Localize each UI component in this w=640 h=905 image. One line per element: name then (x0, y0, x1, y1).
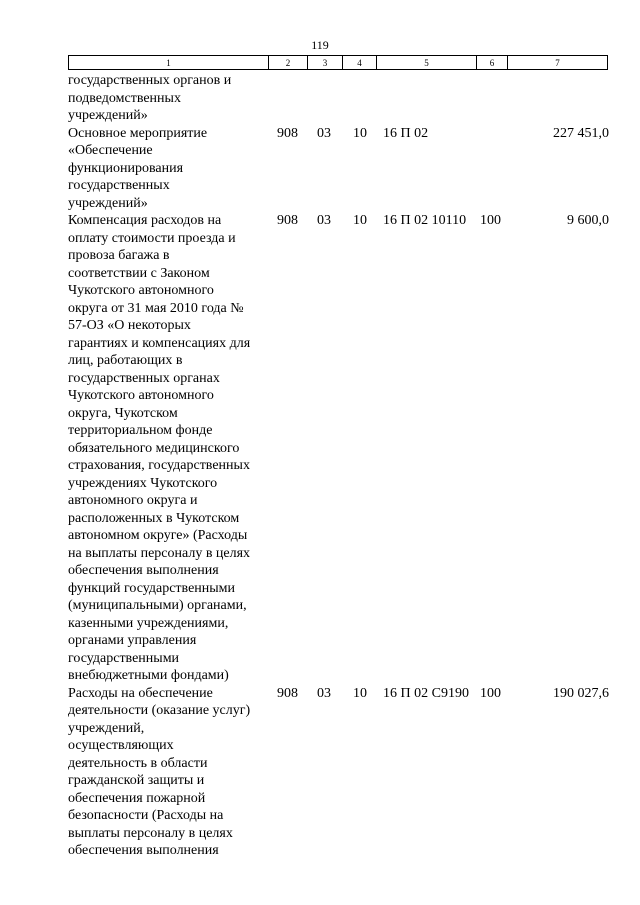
row-description (68, 72, 268, 125)
description-line: гражданской защиты и (68, 773, 205, 788)
description-line: «Обеспечение (68, 143, 153, 158)
description-line: осуществляющих (68, 738, 174, 753)
description-line: соответствии с Законом (68, 265, 210, 281)
description-line: государственных органов и (68, 73, 232, 88)
column-header-3: 3 (308, 56, 343, 70)
description-line: казенными учреждениями, (68, 615, 229, 631)
page-number: 119 (311, 38, 329, 52)
description-line: на выплаты персоналу в целях (68, 545, 251, 561)
description-line: органами управления (68, 633, 197, 648)
description-line: учреждений» (68, 108, 148, 123)
description-line: лиц, работающих в (68, 353, 183, 368)
description-line: обеспечения пожарной (68, 790, 206, 806)
cell-ministry-code: 908 (277, 125, 298, 141)
description-line: оплату стоимости проезда и (68, 230, 236, 246)
description-line: автономного округа и (68, 493, 198, 508)
description-line: учреждений» (68, 195, 148, 211)
cell-amount: 9 600,0 (567, 213, 609, 228)
cell-subsection-code: 10 (353, 685, 367, 701)
description-line: расположенных в Чукотском (68, 510, 240, 526)
description-line: выплаты персоналу в целях (68, 825, 233, 841)
description-line: обязательного медицинского (68, 440, 240, 456)
description-line: безопасности (Расходы на (68, 808, 224, 823)
description-line: деятельность в области (68, 755, 208, 771)
description-line: учреждений, (68, 720, 145, 736)
description-line: Чукотского автономного (68, 283, 214, 298)
cell-amount: 227 451,0 (553, 125, 609, 141)
description-line: учреждениях Чукотского (68, 475, 218, 491)
description-line: Чукотского автономного (68, 388, 214, 403)
column-header-6: 6 (477, 56, 508, 70)
row-description (68, 212, 268, 685)
column-header-5: 5 (377, 56, 477, 70)
description-line: государственных (68, 178, 170, 193)
description-line: государственными (68, 650, 180, 666)
description-line: функционирования (68, 160, 184, 176)
cell-section-code: 03 (317, 125, 331, 141)
cell-amount: 190 027,6 (553, 685, 609, 701)
description-line: Основное мероприятие (68, 125, 208, 141)
description-line: автономном округе» (Расходы (68, 528, 248, 543)
cell-subsection-code: 10 (353, 213, 367, 228)
column-header-2: 2 (269, 56, 308, 70)
cell-target-article: 16 П 02 (383, 125, 429, 141)
description-line: территориальном фонде (68, 423, 213, 438)
column-header-4: 4 (343, 56, 377, 70)
description-line: Компенсация расходов на (68, 213, 222, 228)
cell-ministry-code: 908 (277, 685, 298, 701)
cell-ministry-code: 908 (277, 213, 298, 228)
cell-section-code: 03 (317, 213, 331, 228)
description-line: гарантиях и компенсациях для (68, 335, 251, 351)
cell-subsection-code: 10 (353, 125, 367, 141)
description-line: подведомственных (68, 90, 181, 106)
description-line: внебюджетными фондами) (68, 668, 229, 683)
cell-expense-type: 100 (480, 685, 501, 701)
cell-expense-type: 100 (480, 213, 501, 228)
cell-target-article: 16 П 02 С9190 (383, 685, 469, 701)
cell-section-code: 03 (317, 685, 331, 701)
description-line: деятельности (оказание услуг) (68, 703, 251, 718)
cell-target-article: 16 П 02 10110 (383, 213, 467, 228)
description-line: страхования, государственных (68, 458, 250, 473)
column-header-7: 7 (508, 56, 608, 70)
table-header (68, 55, 608, 70)
description-line: округа, Чукотском (68, 405, 178, 421)
description-line: 57-ОЗ «О некоторых (68, 318, 191, 333)
row-description (68, 125, 268, 213)
description-line: функций государственными (68, 580, 236, 596)
row-description (68, 685, 268, 860)
description-line: государственных органах (68, 370, 220, 386)
description-line: Расходы на обеспечение (68, 685, 213, 701)
description-line: округа от 31 мая 2010 года № (68, 300, 244, 316)
description-line: обеспечения выполнения (68, 563, 219, 578)
description-line: провоза багажа в (68, 248, 170, 263)
description-line: обеспечения выполнения (68, 843, 219, 858)
column-header-1: 1 (69, 56, 269, 70)
description-line: (муниципальными) органами, (68, 598, 247, 613)
